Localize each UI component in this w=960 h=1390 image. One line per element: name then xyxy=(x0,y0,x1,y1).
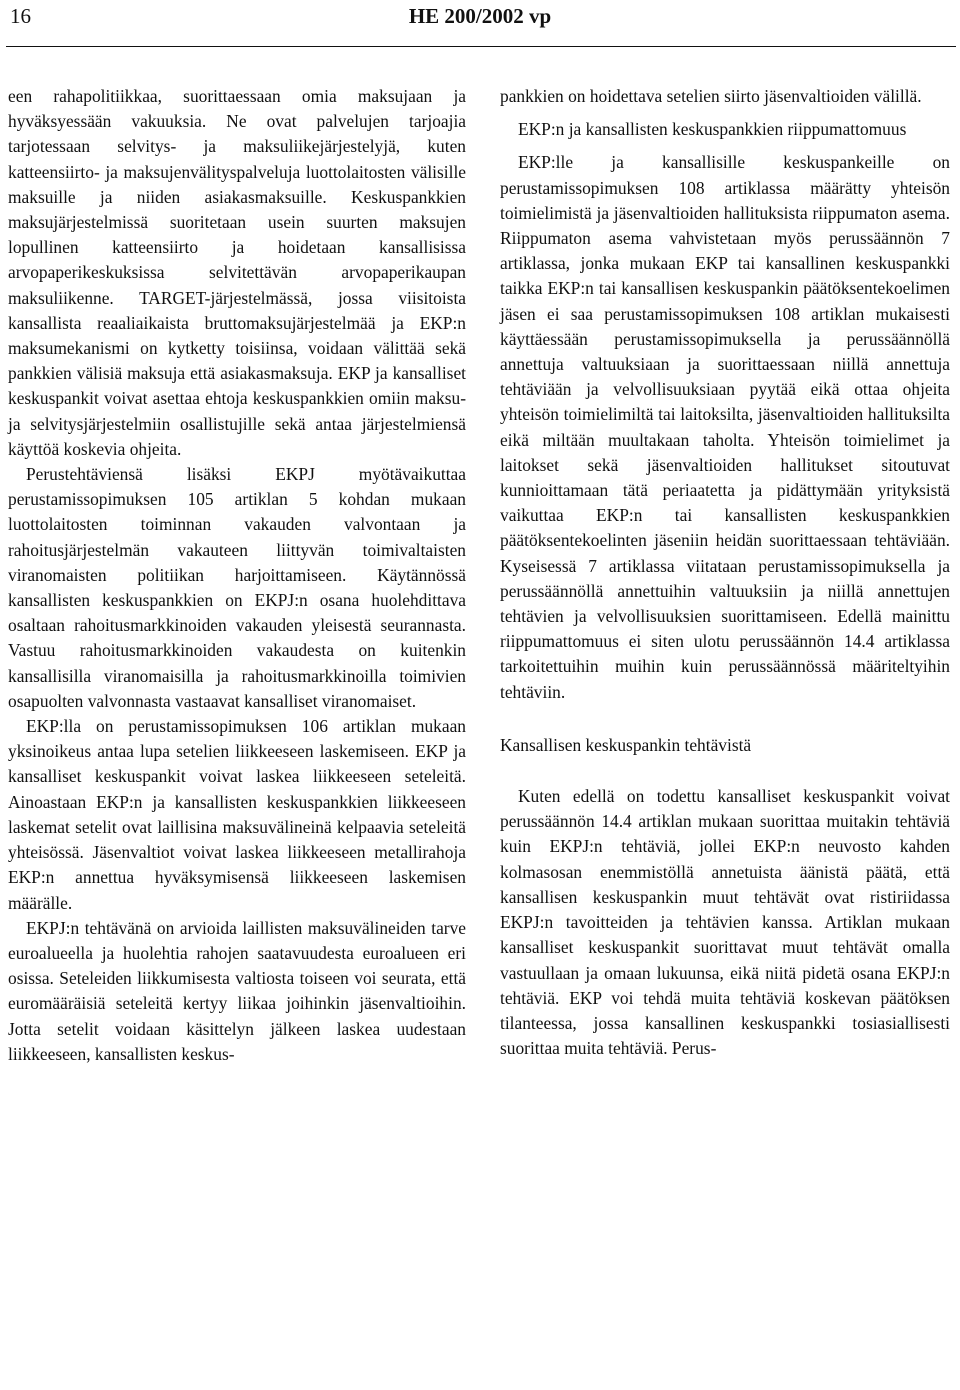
left-column xyxy=(8,84,466,1067)
paragraph: Perustehtäviensä lisäksi EKPJ myötävaikuttaa perustamissopimuksen 105 artiklan 5 kohdan mukaan luottolaitosten toiminnan vakauden valvontaan ja rahoitusjärjestelmän vakauteen liittyvän toimivaltaisten viranomaisten politiikan harjoittamiseen. Käytännössä kansallisten keskuspankkien on EKPJ:n osana huolehdittava osaltaan rahoitusmarkkinoiden vakauden yleisestä seurannasta. Vastuu rahoitusmarkkinoiden vakaudesta on kuitenkin kansallisilla viranomaisilla ja rahoitusmarkkinoilla toimivien osapuolten valvonnasta vastaavat kansalliset viranomaiset. xyxy=(8,464,466,711)
page-header xyxy=(0,0,960,40)
paragraph: EKP:lla on perustamissopimuksen 106 artiklan mukaan yksinoikeus antaa lupa setelien liikkeeseen laskemiseen. EKP ja kansalliset keskuspankit voivat laskea liikkeeseen seteleitä. Ainoastaan EKP:n ja kansallisten keskuspankkien liikkeeseen laskemat setelit ovat laillisina maksuvälineinä kelpaavia seteleitä yhteisössä. Jäsenvaltiot voivat laskea liikkeeseen metallirahoja EKP:n annettua hyväksymisensä liikkeeseen laskemisen määrälle. xyxy=(8,716,466,913)
section-heading: Kansallisen keskuspankin tehtävistä xyxy=(500,734,752,755)
header-rule xyxy=(6,46,956,47)
section-heading: EKP:n ja kansallisten keskuspankkien riippumattomuus xyxy=(518,119,907,140)
paragraph: EKP:lle ja kansallisille keskuspankeille on perustamissopimuksen 108 artiklassa määrätty yhteisön toimielimistä ja jäsenvaltioiden hallituksista riippumaton asema. Riippumaton asema vahvistetaan myös perussäännön 7 artiklassa, jonka mukaan EKP tai kansallinen keskuspankki taikka EKP:n tai kansallisen keskuspankin päätöksentekoelimen jäsen ei saa perustamissopimuksen 108 artiklan mukaisesti käyttäessään perustamissopimuksella ja perussäännöllä annettuja valtuuksiaan ja suorittaessaan niillä annettuja tehtäviään ja velvollisuuksiaan pyytää eikä ottaa ohjeita yhteisön toimielimiltä tai laitoksilta, jäsenvaltioiden hallituksilta eikä miltään muultakaan taholta. Yhteisön toimielimet ja laitokset sekä jäsenvaltioiden hallitukset sitoutuvat kunnioittamaan tätä periaatetta ja pidättymään yrityksistä vaikuttaa EKP:n tai kansallisten keskuspankkien päätöksentekoelinten jäseniin heidän suorittaessaan tehtäviään. Kyseisessä 7 artiklassa viitataan perustamissopimuksella ja perussäännöllä annettuihin valtuuksiin ja niillä annettujen tehtävien ja velvollisuuksien suorittamiseen. Edellä mainittu riippumattomuus ei siten ulotu perussäännön 14.4 artiklassa tarkoitettuihin muihin kuin perussäännössä määriteltyihin tehtäviin. xyxy=(500,152,950,702)
paragraph: pankkien on hoidettava setelien siirto jäsenvaltioiden välillä. xyxy=(500,86,922,106)
right-column xyxy=(500,84,950,1061)
paragraph: Kuten edellä on todettu kansalliset keskuspankit voivat perussäännön 14.4 artiklan mukaan suorittaa muitakin tehtäviä kuin EKPJ:n tehtäviä, jollei EKP:n neuvosto kahden kolmasosan enemmistöllä annetuista äänistä päätä, että kansallisen keskuspankin muut tehtävät ovat ristiriidassa EKPJ:n tavoitteiden ja tehtävien kanssa. Artiklan mukaan kansalliset keskuspankit suorittavat muut tehtävät omalla vastuullaan ja omaan lukuunsa, eikä niitä pidetä osana EKPJ:n tehtäviä. EKP voi tehdä muita tehtäviä koskevan päätöksen tilanteessa, jossa kansallinen keskuspankki tosiasiallisesti suorittaa muita tehtäviä. Perus- xyxy=(500,786,950,1059)
paragraph: een rahapolitiikkaa, suorittaessaan omia maksujaan ja hyväksyessään vakuuksia. Ne ovat palvelujen tarjoajia tarjotessaan selvitys- ja maksuliikejärjestelyjä, kuten katteensiirto- ja maksujenvälityspalveluja luottolaitosten välisille maksuille ja niiden asiakasmaksuille. Keskuspankkien maksujärjestelmissä suoritetaan usein suurten maksujen lopullinen katteensiirto ja hoidetaan kansallisissa arvopaperikeskuksissa selvitettävän arvopaperikaupan maksuliikenne. TARGET-järjestelmässä, jossa viisitoista kansallista reaaliaikaista bruttomaksujärjestelmää ja EKP:n maksumekanismi on kytketty toisiinsa, voidaan välittää sekä pankkien välisiä maksuja että asiakasmaksuja. EKP ja kansalliset keskuspankit voivat asettaa ehtoja keskuspankkien omiin maksu- ja selvitysjärjestelmiin osallistujille sekä antaa järjestelmiensä käyttöä koskevia ohjeita. xyxy=(8,86,466,459)
paragraph: EKPJ:n tehtävänä on arvioida laillisten maksuvälineiden tarve euroalueella ja huolehtia rahojen saatavuudesta euroalueen eri osissa. Seteleiden liikkumisesta valtiosta toiseen voi seurata, että euromääräisiä seteleitä kertyy liikaa joihinkin jäsenvaltioihin. Jotta setelit voidaan käsittelyn jälkeen laskea uudestaan liikkeeseen, kansallisten keskus- xyxy=(8,917,466,1064)
page-number: 16 xyxy=(10,4,31,28)
document-title: HE 200/2002 vp xyxy=(408,4,552,28)
